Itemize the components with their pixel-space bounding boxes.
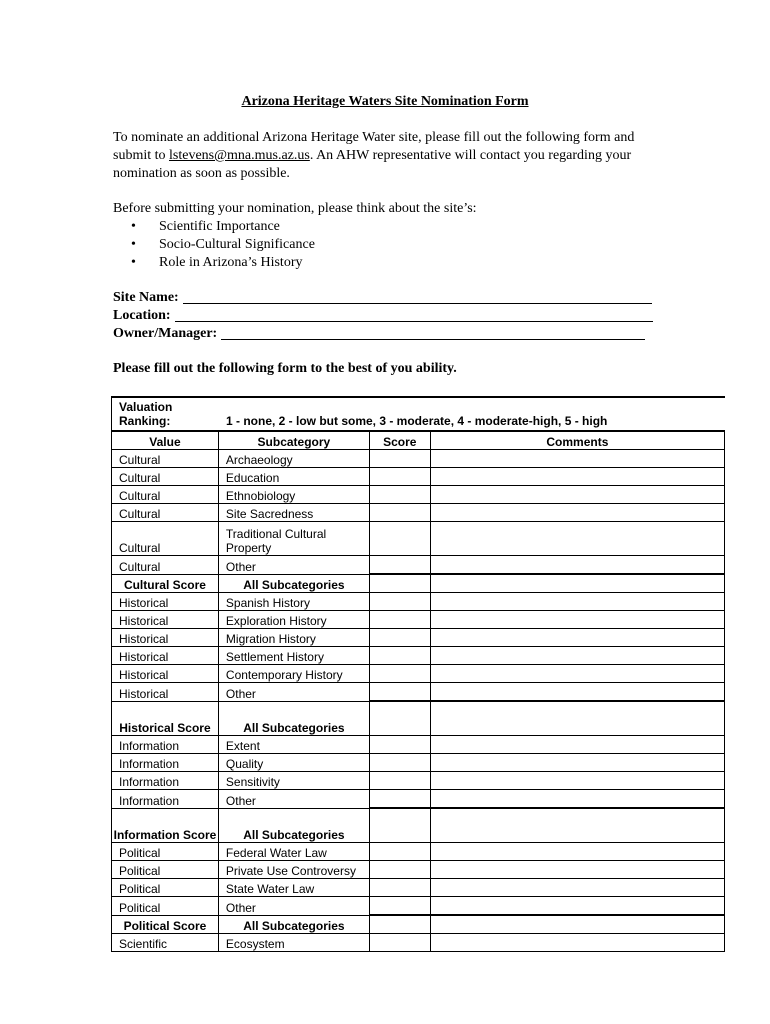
comment-cell[interactable] xyxy=(430,790,724,809)
location-field[interactable] xyxy=(113,307,653,325)
bullet-icon: • xyxy=(131,255,136,270)
page-title: Arizona Heritage Waters Site Nomination Form xyxy=(241,94,529,109)
table-row: Information Other xyxy=(112,790,725,809)
table-row: Historical Contemporary History xyxy=(112,665,725,683)
comment-cell[interactable] xyxy=(430,450,724,468)
score-cell[interactable] xyxy=(369,701,430,736)
score-cell[interactable] xyxy=(369,665,430,683)
fill-instruction: Please fill out the following form to the best of you ability. xyxy=(113,361,457,376)
table-row: Cultural Archaeology xyxy=(112,450,725,468)
historical-score-row: Historical Score All Subcategories xyxy=(112,701,725,736)
score-cell[interactable] xyxy=(369,915,430,934)
intro-text-start: To nominate an additional Arizona Heritage Water site, please fill out the following form and submit to xyxy=(113,130,635,163)
score-cell[interactable] xyxy=(369,808,430,843)
ranking-row xyxy=(111,396,725,430)
comment-cell[interactable] xyxy=(430,504,724,522)
ranking-scale: 1 - none, 2 - low but some, 3 - moderate, 4 - moderate-high, 5 - high xyxy=(226,414,608,428)
comment-cell[interactable] xyxy=(430,772,724,790)
table-header-row xyxy=(112,431,725,450)
score-cell[interactable] xyxy=(369,468,430,486)
site-name-label: Site Name: xyxy=(113,290,179,305)
table-row: Historical Exploration History xyxy=(112,611,725,629)
score-cell[interactable] xyxy=(369,593,430,611)
comment-cell[interactable] xyxy=(430,468,724,486)
score-cell[interactable] xyxy=(369,629,430,647)
political-score-row: Political Score All Subcategories xyxy=(112,915,725,934)
intro-paragraph xyxy=(113,129,673,183)
comment-cell[interactable] xyxy=(430,808,724,843)
ranking-label: Valuation Ranking: xyxy=(119,400,173,428)
site-name-line[interactable] xyxy=(183,290,652,304)
comment-cell[interactable] xyxy=(430,486,724,504)
intro-text-end: . An AHW representative will contact you regarding your nomination as soon as possible. xyxy=(113,148,632,181)
score-cell[interactable] xyxy=(369,556,430,575)
comment-cell[interactable] xyxy=(430,611,724,629)
bullet-icon: • xyxy=(131,237,136,252)
table-row: Political Federal Water Law xyxy=(112,843,725,861)
table-row: Cultural Site Sacredness xyxy=(112,504,725,522)
comment-cell[interactable] xyxy=(430,683,724,702)
bullet-icon: • xyxy=(131,219,136,234)
table-row: Cultural Ethnobiology xyxy=(112,486,725,504)
comment-cell[interactable] xyxy=(430,593,724,611)
comment-cell[interactable] xyxy=(430,754,724,772)
information-score-row: Information Score All Subcategories xyxy=(112,808,725,843)
table-row: Cultural Education xyxy=(112,468,725,486)
score-cell[interactable] xyxy=(369,504,430,522)
table-row: Historical Other xyxy=(112,683,725,702)
score-cell[interactable] xyxy=(369,790,430,809)
list-item: • Socio-Cultural Significance xyxy=(131,237,315,252)
score-cell[interactable] xyxy=(369,934,430,952)
comment-cell[interactable] xyxy=(430,934,724,952)
score-cell[interactable] xyxy=(369,486,430,504)
owner-manager-field[interactable] xyxy=(113,325,645,343)
owner-manager-line[interactable] xyxy=(221,326,645,340)
email-link[interactable]: lstevens@mna.mus.az.us xyxy=(169,148,310,163)
cultural-score-row: Cultural Score All Subcategories xyxy=(112,574,725,593)
table-row: Political State Water Law xyxy=(112,879,725,897)
score-cell[interactable] xyxy=(369,574,430,593)
table-row: Cultural Traditional Cultural Property xyxy=(112,522,725,556)
comment-cell[interactable] xyxy=(430,861,724,879)
table-row: Cultural Other xyxy=(112,556,725,575)
table-row: Historical Settlement History xyxy=(112,647,725,665)
comment-cell[interactable] xyxy=(430,665,724,683)
score-cell[interactable] xyxy=(369,772,430,790)
valuation-table xyxy=(111,430,725,952)
table-row: Historical Migration History xyxy=(112,629,725,647)
score-cell[interactable] xyxy=(369,861,430,879)
comment-cell[interactable] xyxy=(430,736,724,754)
comment-cell[interactable] xyxy=(430,629,724,647)
header-subcategory: Subcategory xyxy=(218,431,369,450)
owner-manager-label: Owner/Manager: xyxy=(113,326,218,341)
table-row: Information Sensitivity xyxy=(112,772,725,790)
list-item: • Scientific Importance xyxy=(131,219,280,234)
location-label: Location: xyxy=(113,308,171,323)
score-cell[interactable] xyxy=(369,897,430,916)
location-line[interactable] xyxy=(175,308,653,322)
comment-cell[interactable] xyxy=(430,879,724,897)
score-cell[interactable] xyxy=(369,647,430,665)
table-row: Information Extent xyxy=(112,736,725,754)
header-value: Value xyxy=(112,431,219,450)
score-cell[interactable] xyxy=(369,683,430,702)
comment-cell[interactable] xyxy=(430,556,724,575)
comment-cell[interactable] xyxy=(430,574,724,593)
consider-list xyxy=(131,218,315,272)
comment-cell[interactable] xyxy=(430,843,724,861)
site-name-field[interactable] xyxy=(113,289,652,307)
score-cell[interactable] xyxy=(369,843,430,861)
header-score: Score xyxy=(369,431,430,450)
header-comments: Comments xyxy=(430,431,724,450)
score-cell[interactable] xyxy=(369,522,430,556)
score-cell[interactable] xyxy=(369,754,430,772)
comment-cell[interactable] xyxy=(430,915,724,934)
score-cell[interactable] xyxy=(369,736,430,754)
table-row: Political Other xyxy=(112,897,725,916)
valuation-table-wrapper xyxy=(111,396,725,952)
table-row: Information Quality xyxy=(112,754,725,772)
comment-cell[interactable] xyxy=(430,647,724,665)
table-row: Political Private Use Controversy xyxy=(112,861,725,879)
consider-intro: Before submitting your nomination, please think about the site’s: xyxy=(113,201,477,216)
table-row: Scientific Ecosystem xyxy=(112,934,725,952)
score-cell[interactable] xyxy=(369,879,430,897)
score-cell[interactable] xyxy=(369,450,430,468)
score-cell[interactable] xyxy=(369,611,430,629)
list-item: • Role in Arizona’s History xyxy=(131,255,303,270)
table-row: Historical Spanish History xyxy=(112,593,725,611)
comment-cell[interactable] xyxy=(430,522,724,556)
comment-cell[interactable] xyxy=(430,897,724,916)
comment-cell[interactable] xyxy=(430,701,724,736)
